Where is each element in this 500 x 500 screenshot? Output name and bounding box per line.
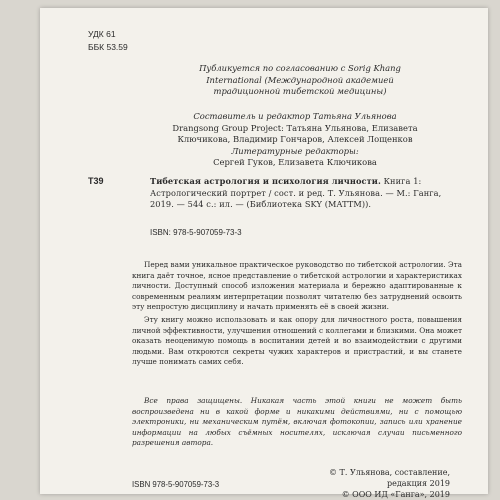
credits-block [145, 111, 445, 169]
annotation-paragraph: Перед вами уникальное практическое руководство по тибетской астрологии. Эта книга даёт точное, ясное представление о тибетской астрологии и характеристиках личности. Доступный способ изложения материала и бережно адаптированные к современным реалиям интерпретации позволят читателю без затруднений освоить эту непростую дисциплину и начать применять её в своей жизни. [132, 260, 462, 312]
credit-line: Ключикова, Владимир Гончаров, Алексей Лощенков [177, 134, 413, 144]
udk-code: УДК 61 [88, 29, 116, 39]
copyright-line: © Т. Ульянова, составление, [329, 468, 450, 477]
rights-notice: Все права защищены. Никакая часть этой книги не может быть воспроизведена ни в какой форме и никакими действиями, ни с помощью электроники, ни механическим путём, включая фотокопии, запись или хранение информации на любых съёмных носителях, исключая случаи письменного разрешения автора. [132, 396, 462, 448]
annotation [132, 260, 462, 368]
book-imprint-page [40, 8, 488, 499]
credit-line: Сергей Гуков, Елизавета Ключикова [213, 157, 377, 167]
copyright-line: редакция 2019 [387, 479, 450, 488]
isbn-top: ISBN: 978-5-907059-73-3 [150, 228, 242, 237]
book-title: Тибетская астрология и психология личности. [150, 176, 381, 186]
author-mark-code: Т39 [88, 176, 104, 186]
copyright-line: © ООО ИД «Ганга», 2019 [341, 490, 450, 499]
credit-line: Литературные редакторы: [231, 145, 359, 156]
publication-agreement [160, 63, 440, 98]
copyright-block [300, 467, 450, 500]
bbk-code: ББК 53.59 [88, 42, 128, 52]
credit-line: Составитель и редактор Татьяна Ульянова [193, 111, 397, 121]
bibliographic-description [150, 176, 460, 211]
agreement-line: International (Международной академией [206, 74, 394, 85]
bibliographic-details: Книга 1: Астрологический портрет / сост. и ред. Т. Ульянова. — М.: Ганга, 2019. — 544 с.: ил. — (Библиотека SKY (MATTM)). [150, 176, 442, 209]
agreement-line: Публикуется по согласованию с Sorig Khang [199, 63, 401, 73]
agreement-line: традиционной тибетской медицины) [213, 86, 387, 96]
classification-codes [88, 28, 128, 54]
credit-line: Drangsong Group Project: Татьяна Ульянова, Елизавета [172, 122, 418, 133]
isbn-bottom: ISBN 978-5-907059-73-3 [132, 480, 220, 489]
annotation-paragraph: Эту книгу можно использовать и как опору для личностного роста, повышения личной эффективности, улучшения отношений с коллегами и близкими. Она может оказать неоценимую помощь в воспитании детей и во взаимодействии с другими людьми. Вам откроются секреты чужих характеров и пристрастий, и вы станете лучше понимать самих себя. [132, 314, 462, 367]
